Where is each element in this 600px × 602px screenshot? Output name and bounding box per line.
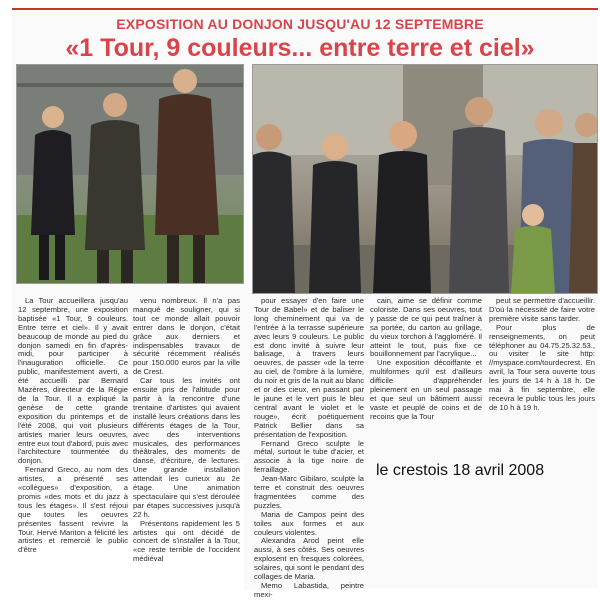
paragraph: Alexandra Arod peint elle aussi, à ses côtés. Ses oeuvres explosent en fresques colorées, solaires, qui sont le pendant des collages de Maria. <box>254 536 364 582</box>
paragraph: Fernand Greco sculpte le métal, surtout le tube d'acier, et associe à la tige noire de ferraillage. <box>254 438 364 475</box>
paragraph: pour essayer d'en faire une Tour de Babel» et de baliser le long cheminement qui va de l'entrée à la terrasse supérieure avec leurs 9 couleurs. Le public est donc invité à suivre leur balisage, à travers leurs oeuvres, de passer «de la terre au ciel, de l'ombre à la lumière, du noir et gris de la nuit au blanc et or des cieux, en passant par le jaune et le vert puis le bleu central avant le violet et le rouge», écrit poétiquement Patrick Bellier dans sa présentation de l'exposition. <box>254 296 364 439</box>
paragraph: La Tour accueillera jusqu'au 12 septembre, une exposition baptisée «1 Tour, 9 couleurs. Entre terre et ciel». Il y avait beaucoup de monde au pied du donjon samedi en fin d'après-midi, pour participer à l'inauguration officielle. Ce public, manifestement averti, a été accueilli par Bernard Mazères, directeur de la Régie de la Tour. Il a expliqué la genèse de cette grande exposition du printemps et de l'été 2008, qui voit plusieurs artistes marier leurs oeuvres, entre eux tout d'abord, puis avec l'architecture tourmentée du donjon. <box>18 296 128 466</box>
paragraph: Pour plus de renseignements, on peut téléphoner au 04.75.25.32.53., ou visiter le site http: //myspace.com/tourdecrest. En avril, la Tour sera ouverte tous les jours de 14 h à 18 h. De mai à fin septembre, elle recevra le public tous les jours de 10 h à 19 h. <box>489 322 595 412</box>
top-rule <box>12 8 598 10</box>
paragraph: Fernand Greco, au nom des artistes, a présenté ses «collègues» d'exposition, a promis «des mots et du jazz à tous les étages». Il s'est réjoui que toutes les oeuvres présentes fassent revivre la Tour. Hervé Mariton a félicité les artistes et remercié le public d'être <box>18 465 128 555</box>
paragraph: Maria de Campos peint des toiles aux formes et aux couleurs violentes. <box>254 509 364 537</box>
article-column-3 <box>254 297 364 600</box>
paragraph: Memo Labastida, peintre mexi- <box>254 581 364 599</box>
paragraph: cain, aime se définir comme coloriste. Dans ses oeuvres, tout y passe de ce qui peut traîner à sa portée, du carton au grillage, du vieux torchon à l'aggloméré. Il atteint le tout, puis fixe ce bouillonnement par l'acrylique... <box>370 296 482 359</box>
paragraph: Car tous les invités ont ensuite pris de l'altitude pour partir à la rencontre d'une trentaine d'artistes qui avaient installé leurs créations dans les différents étages de la Tour, avec des interventions musicales, des performances théâtrales, des moments de danse, d'écriture, de lectures. Une grande installation attendait les curieux au 2e étage. Une animation spectaculaire qui s'est déroulée par étapes successives jusqu'à 22 h. <box>133 376 240 519</box>
paragraph: venu nombreux. Il n'a pas manqué de souligner, qui si tout ce monde allait pouvoir entrer dans le donjon, c'était grâce aux derniers et indispensables travaux de sécurité récemment réalisés pour 150.000 euros par la ville de Crest. <box>133 296 240 377</box>
article-column-2 <box>133 297 240 564</box>
source-note: le crestois 18 avril 2008 <box>376 462 545 479</box>
article-headline: «1 Tour, 9 couleurs... entre terre et ciel» <box>65 34 535 62</box>
paragraph: Une exposition décoiffante et multiformes qu'il est d'ailleurs difficile d'appréhender pleinement en un seul passage et que seul un bâtiment aussi vaste et peuplé de coins et de recoins que la Tour <box>370 358 482 421</box>
paragraph: Jean-Marc Gibilaro, sculpte la terre et construit des oeuvres fragmentées comme des puzzles. <box>254 474 364 510</box>
photo-artists-group <box>252 64 598 294</box>
paragraph: peut se permettre d'accueillir. D'où la nécessité de faire votre première visite sans tarder. <box>489 296 595 323</box>
photo-inauguration-speakers <box>16 64 244 284</box>
article-kicker: EXPOSITION AU DONJON JUSQU'AU 12 SEPTEMBRE <box>116 16 484 32</box>
article-column-1 <box>18 297 128 555</box>
article-column-5 <box>489 297 595 413</box>
paragraph: Présentons rapidement les 5 artistes qui ont décidé de concert de s'installer à la Tour, «ce reste terrible de l'occident médiéval <box>133 518 240 564</box>
article-column-4 <box>370 297 482 422</box>
